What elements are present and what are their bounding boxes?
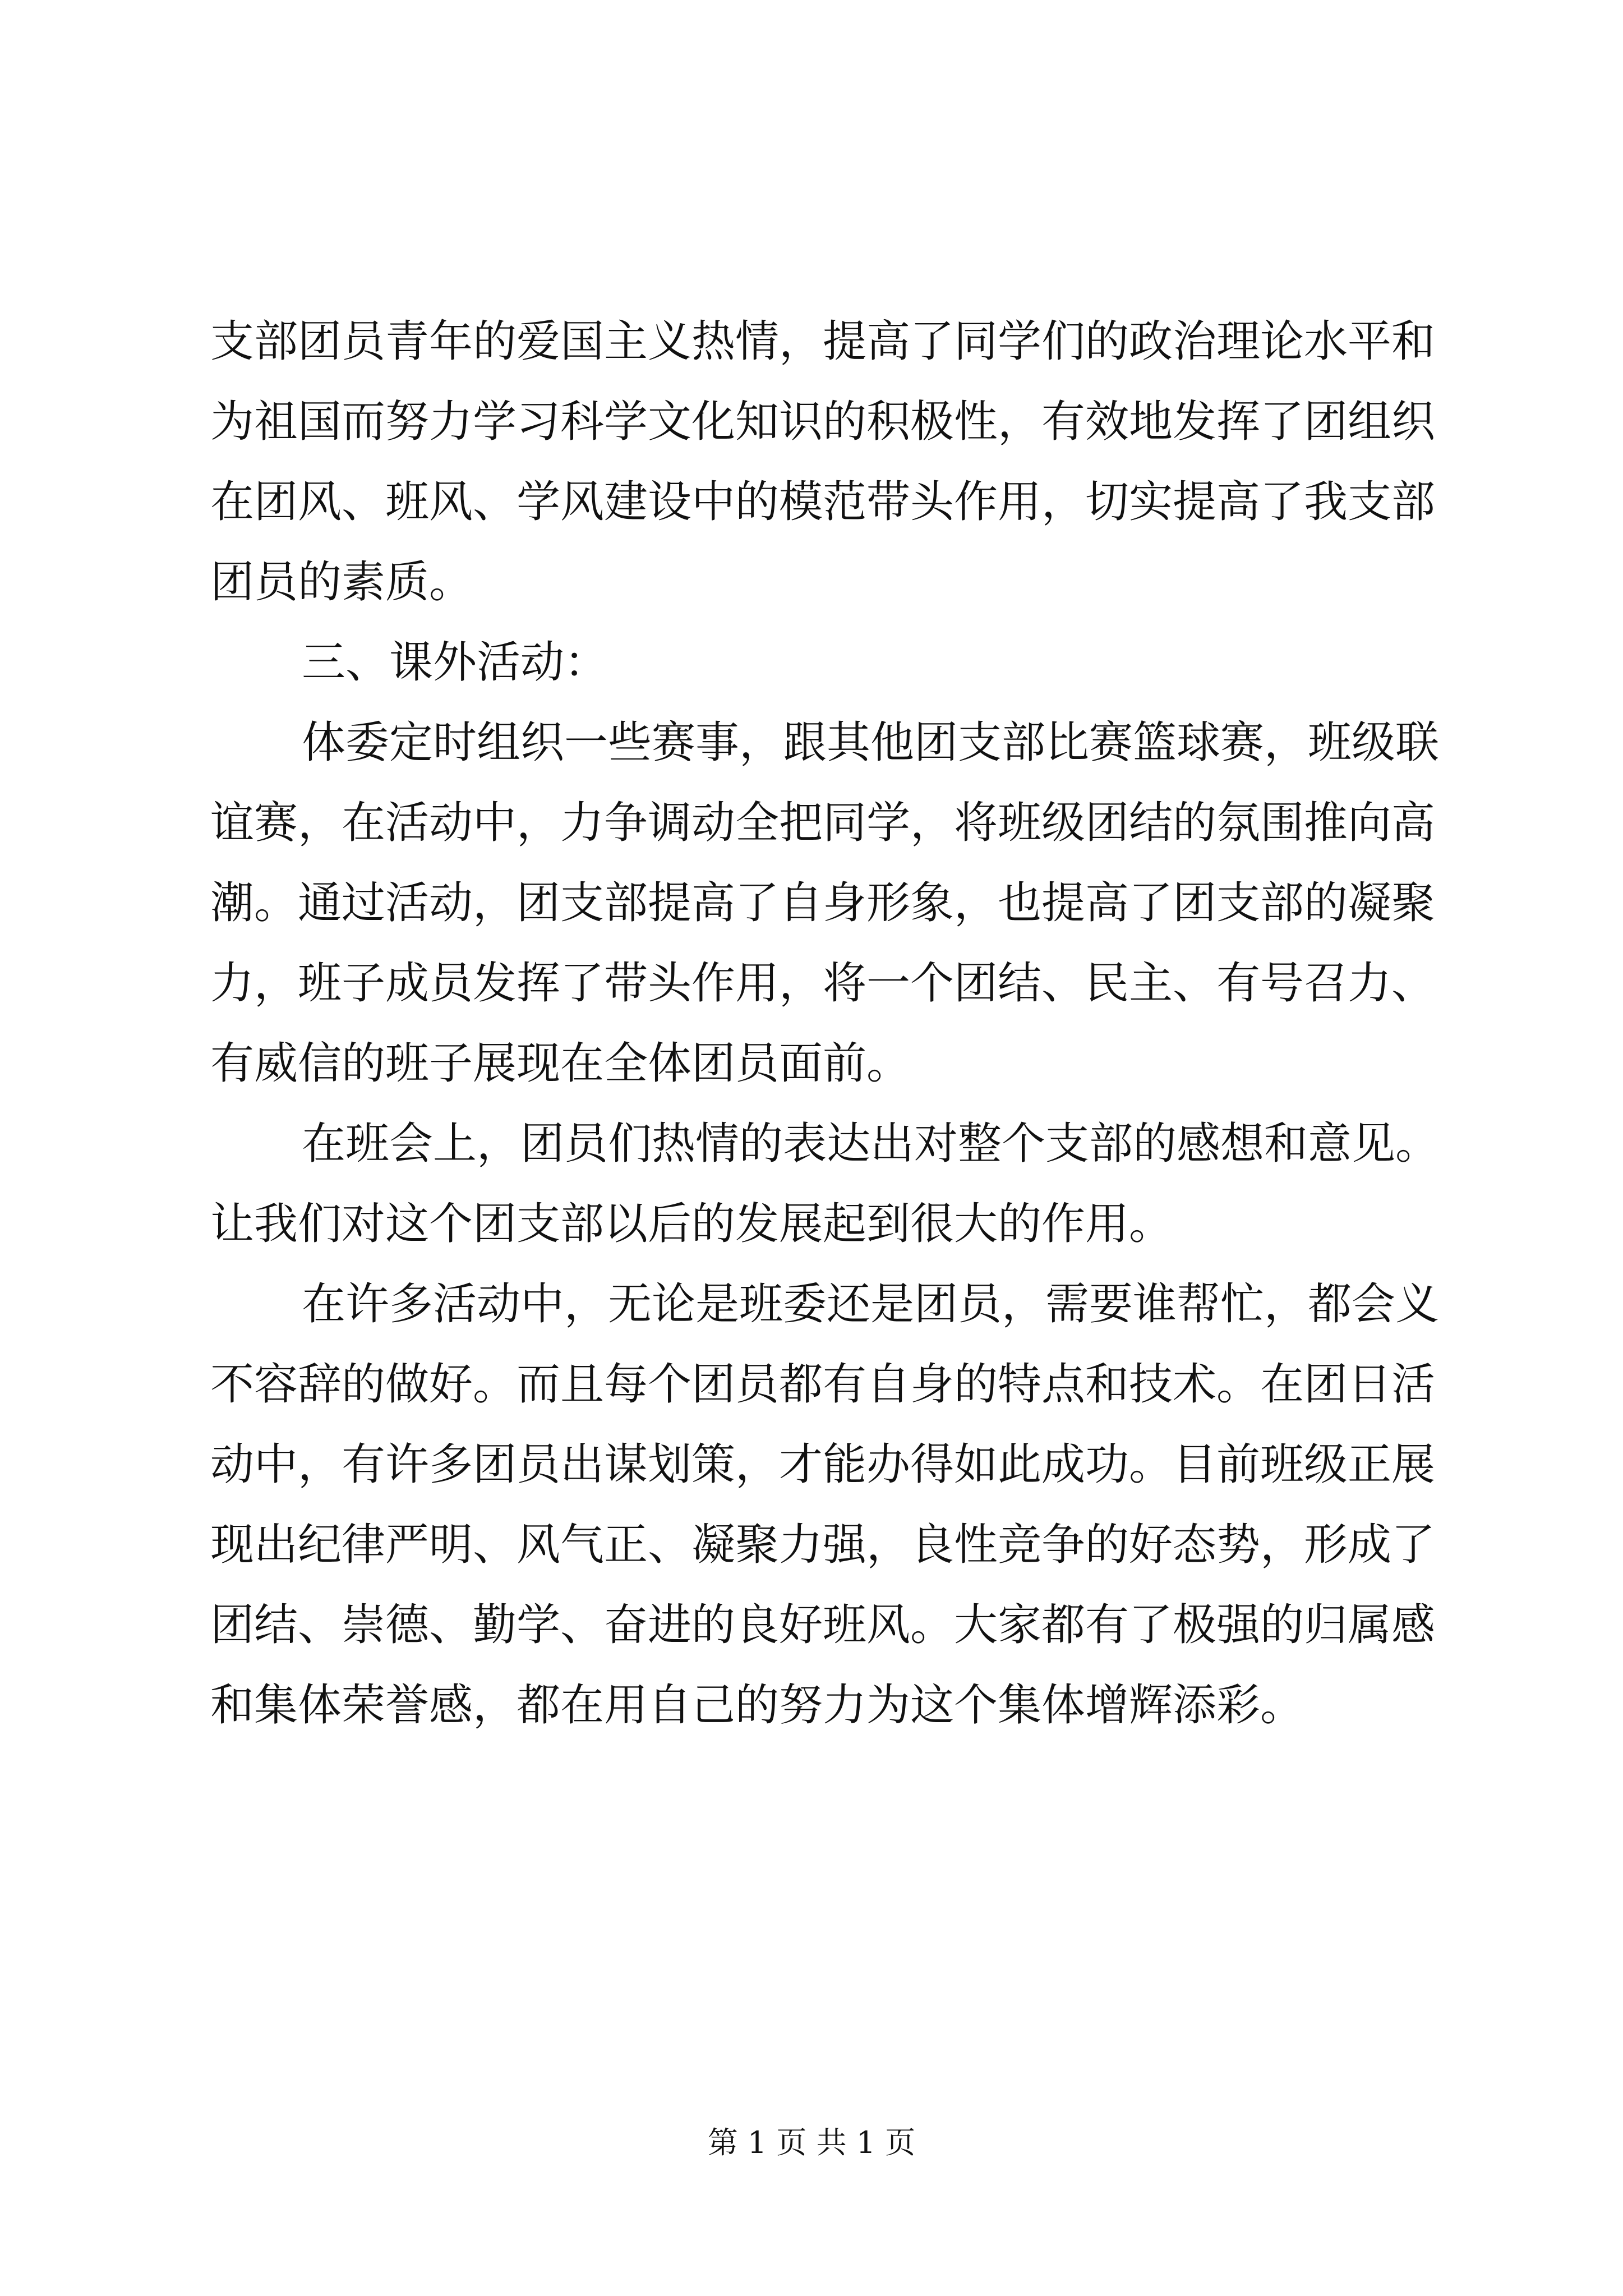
- section-heading: 三、课外活动：: [302, 637, 608, 688]
- text-line: 团员的素质。: [210, 557, 473, 608]
- text-line: 团结、崇德、勤学、奋进的良好班风。大家都有了极强的归属感: [210, 1600, 1436, 1650]
- text-line: 在班会上，团员们热情的表达出对整个支部的感想和意见。: [302, 1119, 1440, 1169]
- text-line: 和集体荣誉感，都在用自己的努力为这个集体增辉添彩。: [210, 1680, 1304, 1731]
- text-line: 不容辞的做好。而且每个团员都有自身的特点和技术。在团日活: [210, 1359, 1436, 1410]
- text-line: 潮。通过活动，团支部提高了自身形象，也提高了团支部的凝聚: [210, 878, 1436, 928]
- text-line: 有威信的班子展现在全体团员面前。: [210, 1038, 911, 1089]
- text-line: 在团风、班风、学风建设中的模范带头作用，切实提高了我支部: [210, 477, 1436, 527]
- text-line: 现出纪律严明、风气正、凝聚力强，良性竞争的好态势，形成了: [210, 1520, 1436, 1570]
- text-line: 支部团员青年的爱国主义热情，提高了同学们的政治理论水平和: [210, 316, 1436, 367]
- text-line: 谊赛，在活动中，力争调动全把同学，将班级团结的氛围推向高: [210, 798, 1436, 848]
- text-line: 为祖国而努力学习科学文化知识的积极性，有效地发挥了团组织: [210, 397, 1436, 447]
- page-footer: 第 1 页 共 1 页: [707, 2125, 916, 2160]
- text-line: 体委定时组织一些赛事，跟其他团支部比赛篮球赛，班级联: [302, 717, 1440, 768]
- text-line: 让我们对这个团支部以后的发展起到很大的作用。: [210, 1199, 1173, 1249]
- body-text: [210, 302, 1440, 1746]
- text-line: 在许多活动中，无论是班委还是团员，需要谁帮忙，都会义: [302, 1279, 1440, 1329]
- text-line: 动中，有许多团员出谋划策，才能办得如此成功。目前班级正展: [210, 1439, 1436, 1490]
- text-line: 力，班子成员发挥了带头作用，将一个团结、民主、有号召力、: [210, 958, 1436, 1009]
